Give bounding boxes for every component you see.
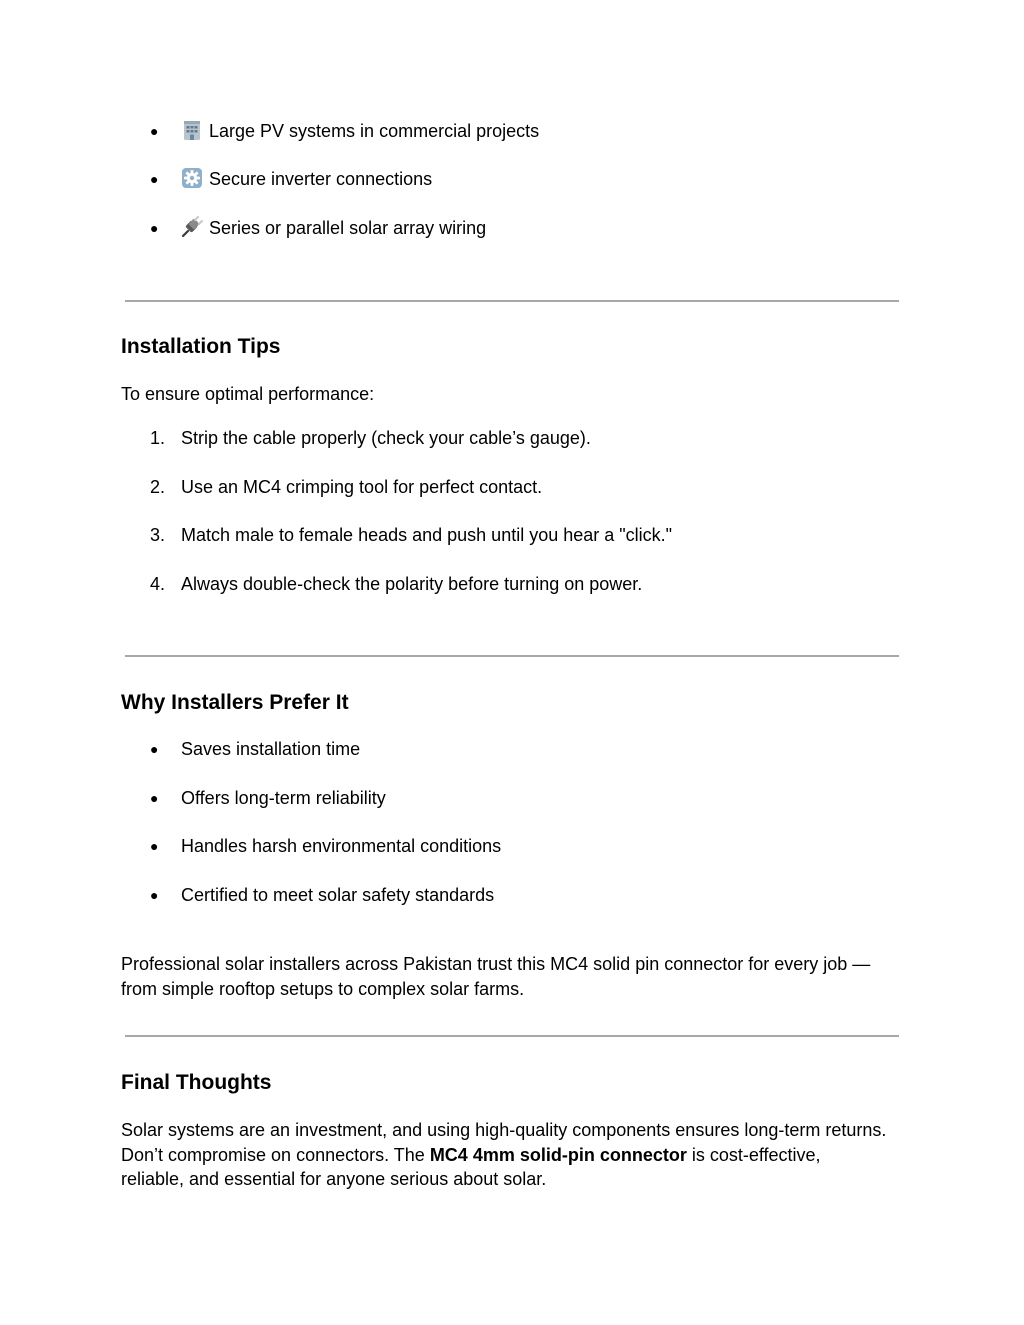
list-item-text: Certified to meet solar safety standards	[181, 885, 495, 905]
section-heading-final-thoughts: Final Thoughts	[121, 1071, 272, 1094]
step-number: 3.	[150, 525, 166, 545]
installation-intro: To ensure optimal performance:	[121, 384, 375, 404]
gear-icon	[181, 167, 203, 189]
list-item	[0, 216, 1024, 240]
paragraph-line: from simple rooftop setups to complex solar farms.	[121, 978, 525, 999]
paragraph-line	[121, 1143, 921, 1168]
list-item	[0, 834, 1024, 858]
list-item	[0, 426, 1024, 450]
list-item-text: Always double-check the polarity before turning on power.	[181, 574, 643, 594]
list-item	[0, 475, 1024, 499]
paragraph-text: Don’t compromise on connectors. The	[121, 1144, 430, 1165]
paragraph-line: reliable, and essential for anyone serious about solar.	[121, 1169, 547, 1189]
section-heading-why-installers: Why Installers Prefer It	[121, 691, 349, 714]
step-number: 2.	[150, 477, 166, 497]
why-paragraph	[121, 952, 921, 1001]
list-item	[0, 167, 1024, 191]
list-item-text: Secure inverter connections	[209, 169, 433, 189]
list-item-text: Offers long-term reliability	[181, 788, 386, 808]
list-item	[0, 883, 1024, 907]
bullet-marker: ●	[150, 741, 159, 757]
final-paragraph	[121, 1118, 921, 1192]
list-item-text: Use an MC4 crimping tool for perfect contact.	[181, 477, 543, 497]
horizontal-divider	[125, 655, 899, 657]
step-number: 1.	[150, 428, 166, 448]
bullet-marker: ●	[150, 220, 159, 236]
step-number: 4.	[150, 574, 166, 594]
horizontal-divider	[125, 1035, 899, 1037]
paragraph-line: Solar systems are an investment, and using high-quality components ensures long-term returns.	[121, 1120, 887, 1140]
bullet-marker: ●	[150, 123, 159, 139]
list-item	[0, 737, 1024, 761]
bullet-marker: ●	[150, 838, 159, 854]
list-item-text: Large PV systems in commercial projects	[209, 121, 540, 141]
electric-plug-icon	[181, 216, 203, 238]
list-item-text: Series or parallel solar array wiring	[209, 218, 487, 238]
bullet-marker: ●	[150, 887, 159, 903]
list-item	[0, 572, 1024, 596]
paragraph-line: Professional solar installers across Pakistan trust this MC4 solid pin connector for every job —	[121, 954, 871, 974]
list-item	[0, 119, 1024, 143]
list-item	[0, 786, 1024, 810]
list-item-text: Match male to female heads and push until you hear a "click."	[181, 525, 673, 545]
office-building-icon	[181, 119, 203, 141]
list-item-text: Saves installation time	[181, 739, 361, 759]
list-item	[0, 523, 1024, 547]
bullet-marker: ●	[150, 171, 159, 187]
list-item-text: Strip the cable properly (check your cable’s gauge).	[181, 428, 591, 448]
horizontal-divider	[125, 300, 899, 302]
product-name-bold: MC4 4mm solid-pin connector	[429, 1144, 687, 1165]
list-item-text: Handles harsh environmental conditions	[181, 836, 502, 856]
section-heading-installation-tips: Installation Tips	[121, 335, 281, 358]
paragraph-text: is cost-effective,	[686, 1144, 821, 1165]
bullet-marker: ●	[150, 790, 159, 806]
